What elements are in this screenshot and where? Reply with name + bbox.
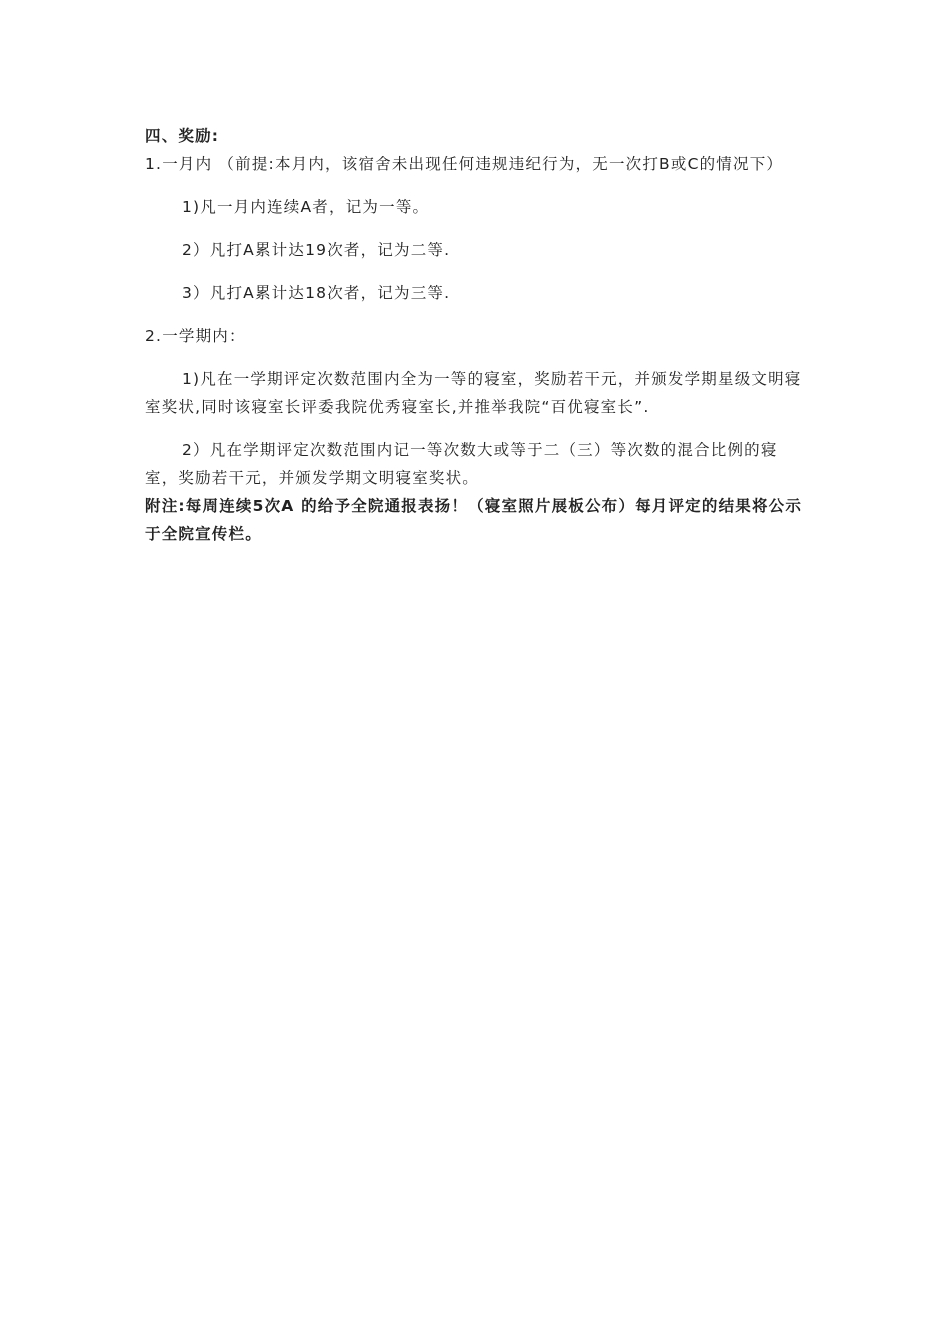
- item-1-sub-3: 3）凡打A累计达18次者，记为三等.: [182, 284, 451, 302]
- item-1-sub-1: 1)凡一月内连续A者，记为一等。: [182, 198, 430, 216]
- item-2-text: 2.一学期内：: [145, 327, 246, 345]
- item-1-text: 1.一月内 （前提:本月内，该宿舍未出现任何违规违纪行为，无一次打B或C的情况下）: [145, 155, 784, 173]
- item-2-sub-1: 1)凡在一学期评定次数范围内全为一等的寝室，奖励若干元，并颁发学期星级文明寝室奖状,同时该寝室长评委我院优秀寝室长,并推举我院“百优寝室长”.: [145, 370, 802, 416]
- item-2-sub-2: 2）凡在学期评定次数范围内记一等次数大或等于二（三）等次数的混合比例的寝室，奖励若干元，并颁发学期文明寝室奖状。: [145, 441, 778, 487]
- section-heading: 四、奖励:: [145, 127, 220, 145]
- document-page: [145, 122, 810, 548]
- footnote: 附注:每周连续5次A 的给予全院通报表扬！（寝室照片展板公布）每月评定的结果将公示于全院宣传栏。: [145, 497, 803, 543]
- item-1-sub-2: 2）凡打A累计达19次者，记为二等.: [182, 241, 451, 259]
